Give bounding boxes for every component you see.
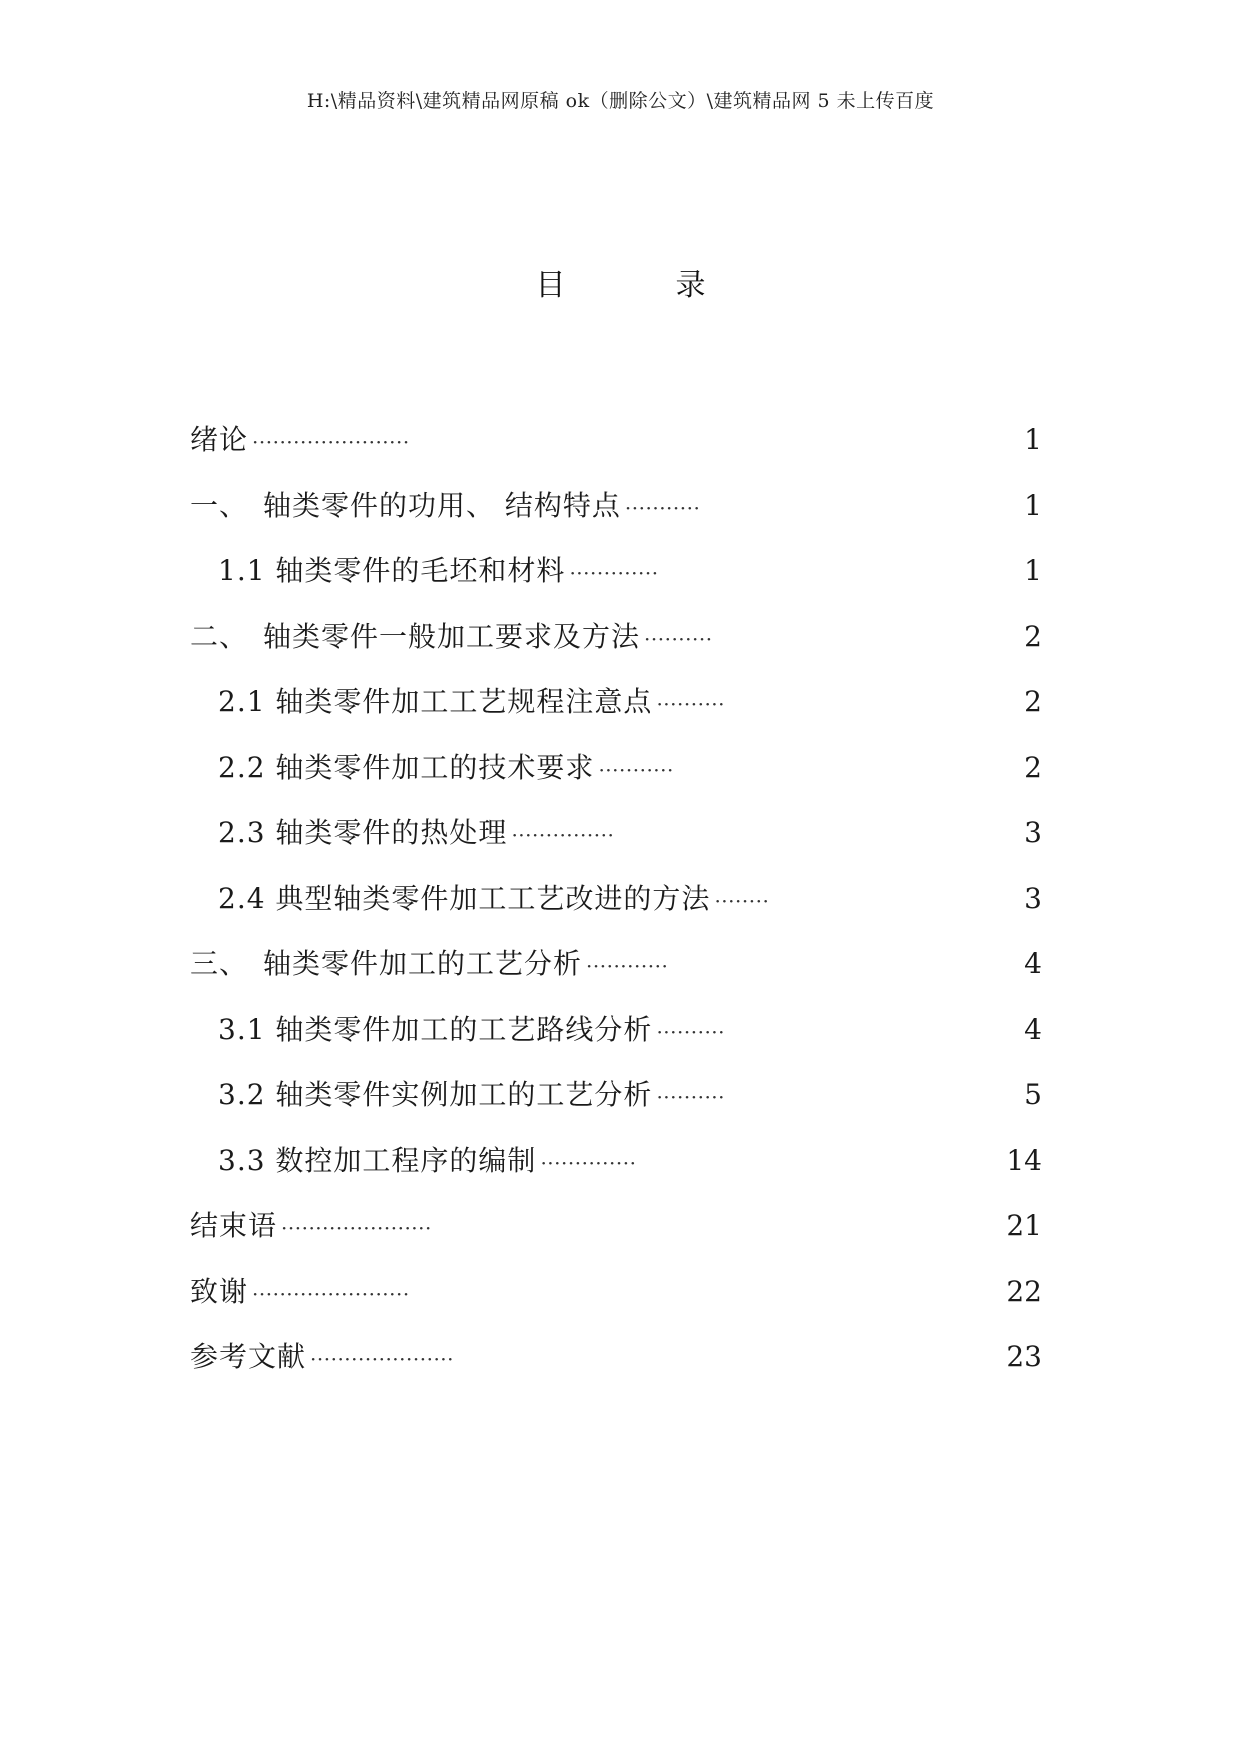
toc-leader-dots: ··········· [624, 495, 701, 520]
toc-entry-text: 致谢 [190, 1274, 249, 1308]
toc-entry[interactable] [190, 476, 1050, 542]
toc-entry[interactable] [190, 607, 1050, 673]
toc-entry-text: 三、 轴类零件加工的工艺分析 [190, 947, 583, 980]
toc-entry-text: 2.2 轴类零件加工的技术要求 [218, 750, 595, 784]
toc-entry-text: 二、 轴类零件一般加工要求及方法 [190, 619, 641, 653]
toc-entry[interactable] [190, 869, 1050, 935]
toc-page-number: 4 [1024, 947, 1042, 980]
toc-entry-text: 2.1 轴类零件加工工艺规程注意点 [218, 685, 653, 718]
toc-leader-dots: ····················· [310, 1347, 455, 1371]
toc-leader-dots: ·········· [656, 1085, 726, 1109]
toc-page-number: 2 [1024, 750, 1042, 784]
toc-entry-text: 1.1 轴类零件的毛坯和材料 [218, 554, 566, 587]
toc-page-number: 3 [1024, 881, 1042, 915]
toc-page-number: 1 [1024, 488, 1042, 522]
toc-title: 目 录 [535, 268, 746, 303]
toc-entry[interactable] [190, 1131, 1050, 1197]
toc-leader-dots: ············· [569, 561, 659, 585]
toc-page-number: 1 [1024, 423, 1042, 456]
toc-leader-dots: ············ [586, 954, 669, 978]
toc-entry[interactable] [190, 1327, 1050, 1393]
toc-entry[interactable] [190, 672, 1050, 738]
toc-entry[interactable] [190, 541, 1050, 607]
toc-entry[interactable] [190, 738, 1050, 804]
toc-entry-text: 结束语 [190, 1209, 278, 1242]
toc-page-number: 2 [1024, 685, 1042, 718]
toc-leader-dots: ········ [714, 888, 770, 913]
toc-leader-dots: ······················ [281, 1216, 432, 1240]
toc-page-number: 21 [1006, 1209, 1042, 1242]
toc-leader-dots: ·········· [644, 626, 713, 651]
toc-page-number: 4 [1024, 1012, 1042, 1046]
toc-entry[interactable] [190, 1000, 1050, 1066]
toc-entry-text: 3.2 轴类零件实例加工的工艺分析 [218, 1078, 653, 1111]
toc-page-number: 14 [1006, 1143, 1042, 1177]
page-header-path: H:\精品资料\建筑精品网原稿 ok（删除公文）\建筑精品网 5 未上传百度 [306, 90, 935, 112]
toc-leader-dots: ······················· [252, 430, 410, 454]
toc-list [190, 410, 1050, 1393]
toc-page-number: 22 [1006, 1274, 1042, 1308]
toc-entry-text: 2.3 轴类零件的热处理 [218, 816, 508, 849]
toc-leader-dots: ··········· [598, 757, 674, 782]
toc-entry-text: 一、 轴类零件的功用、 结构特点 [190, 488, 621, 522]
toc-entry-text: 参考文献 [190, 1340, 307, 1373]
toc-page-number: 1 [1024, 554, 1042, 587]
toc-entry[interactable] [190, 1065, 1050, 1131]
toc-page-number: 5 [1024, 1078, 1042, 1111]
toc-leader-dots: ··············· [511, 823, 615, 847]
toc-entry-text: 绪论 [190, 423, 249, 456]
toc-page-number: 2 [1024, 619, 1042, 653]
toc-page-number: 3 [1024, 816, 1042, 849]
toc-page-number: 23 [1006, 1340, 1042, 1373]
toc-entry[interactable] [190, 803, 1050, 869]
toc-leader-dots: ······················· [252, 1281, 410, 1306]
toc-entry[interactable] [190, 410, 1050, 476]
toc-leader-dots: ·········· [656, 692, 726, 716]
toc-entry-text: 3.3 数控加工程序的编制 [218, 1143, 537, 1177]
toc-entry-text: 2.4 典型轴类零件加工工艺改进的方法 [218, 881, 711, 915]
toc-leader-dots: ·········· [656, 1019, 726, 1044]
toc-entry[interactable] [190, 934, 1050, 1000]
toc-entry-text: 3.1 轴类零件加工的工艺路线分析 [218, 1012, 653, 1046]
toc-entry[interactable] [190, 1262, 1050, 1328]
toc-entry[interactable] [190, 1196, 1050, 1262]
toc-leader-dots: ·············· [540, 1150, 637, 1175]
